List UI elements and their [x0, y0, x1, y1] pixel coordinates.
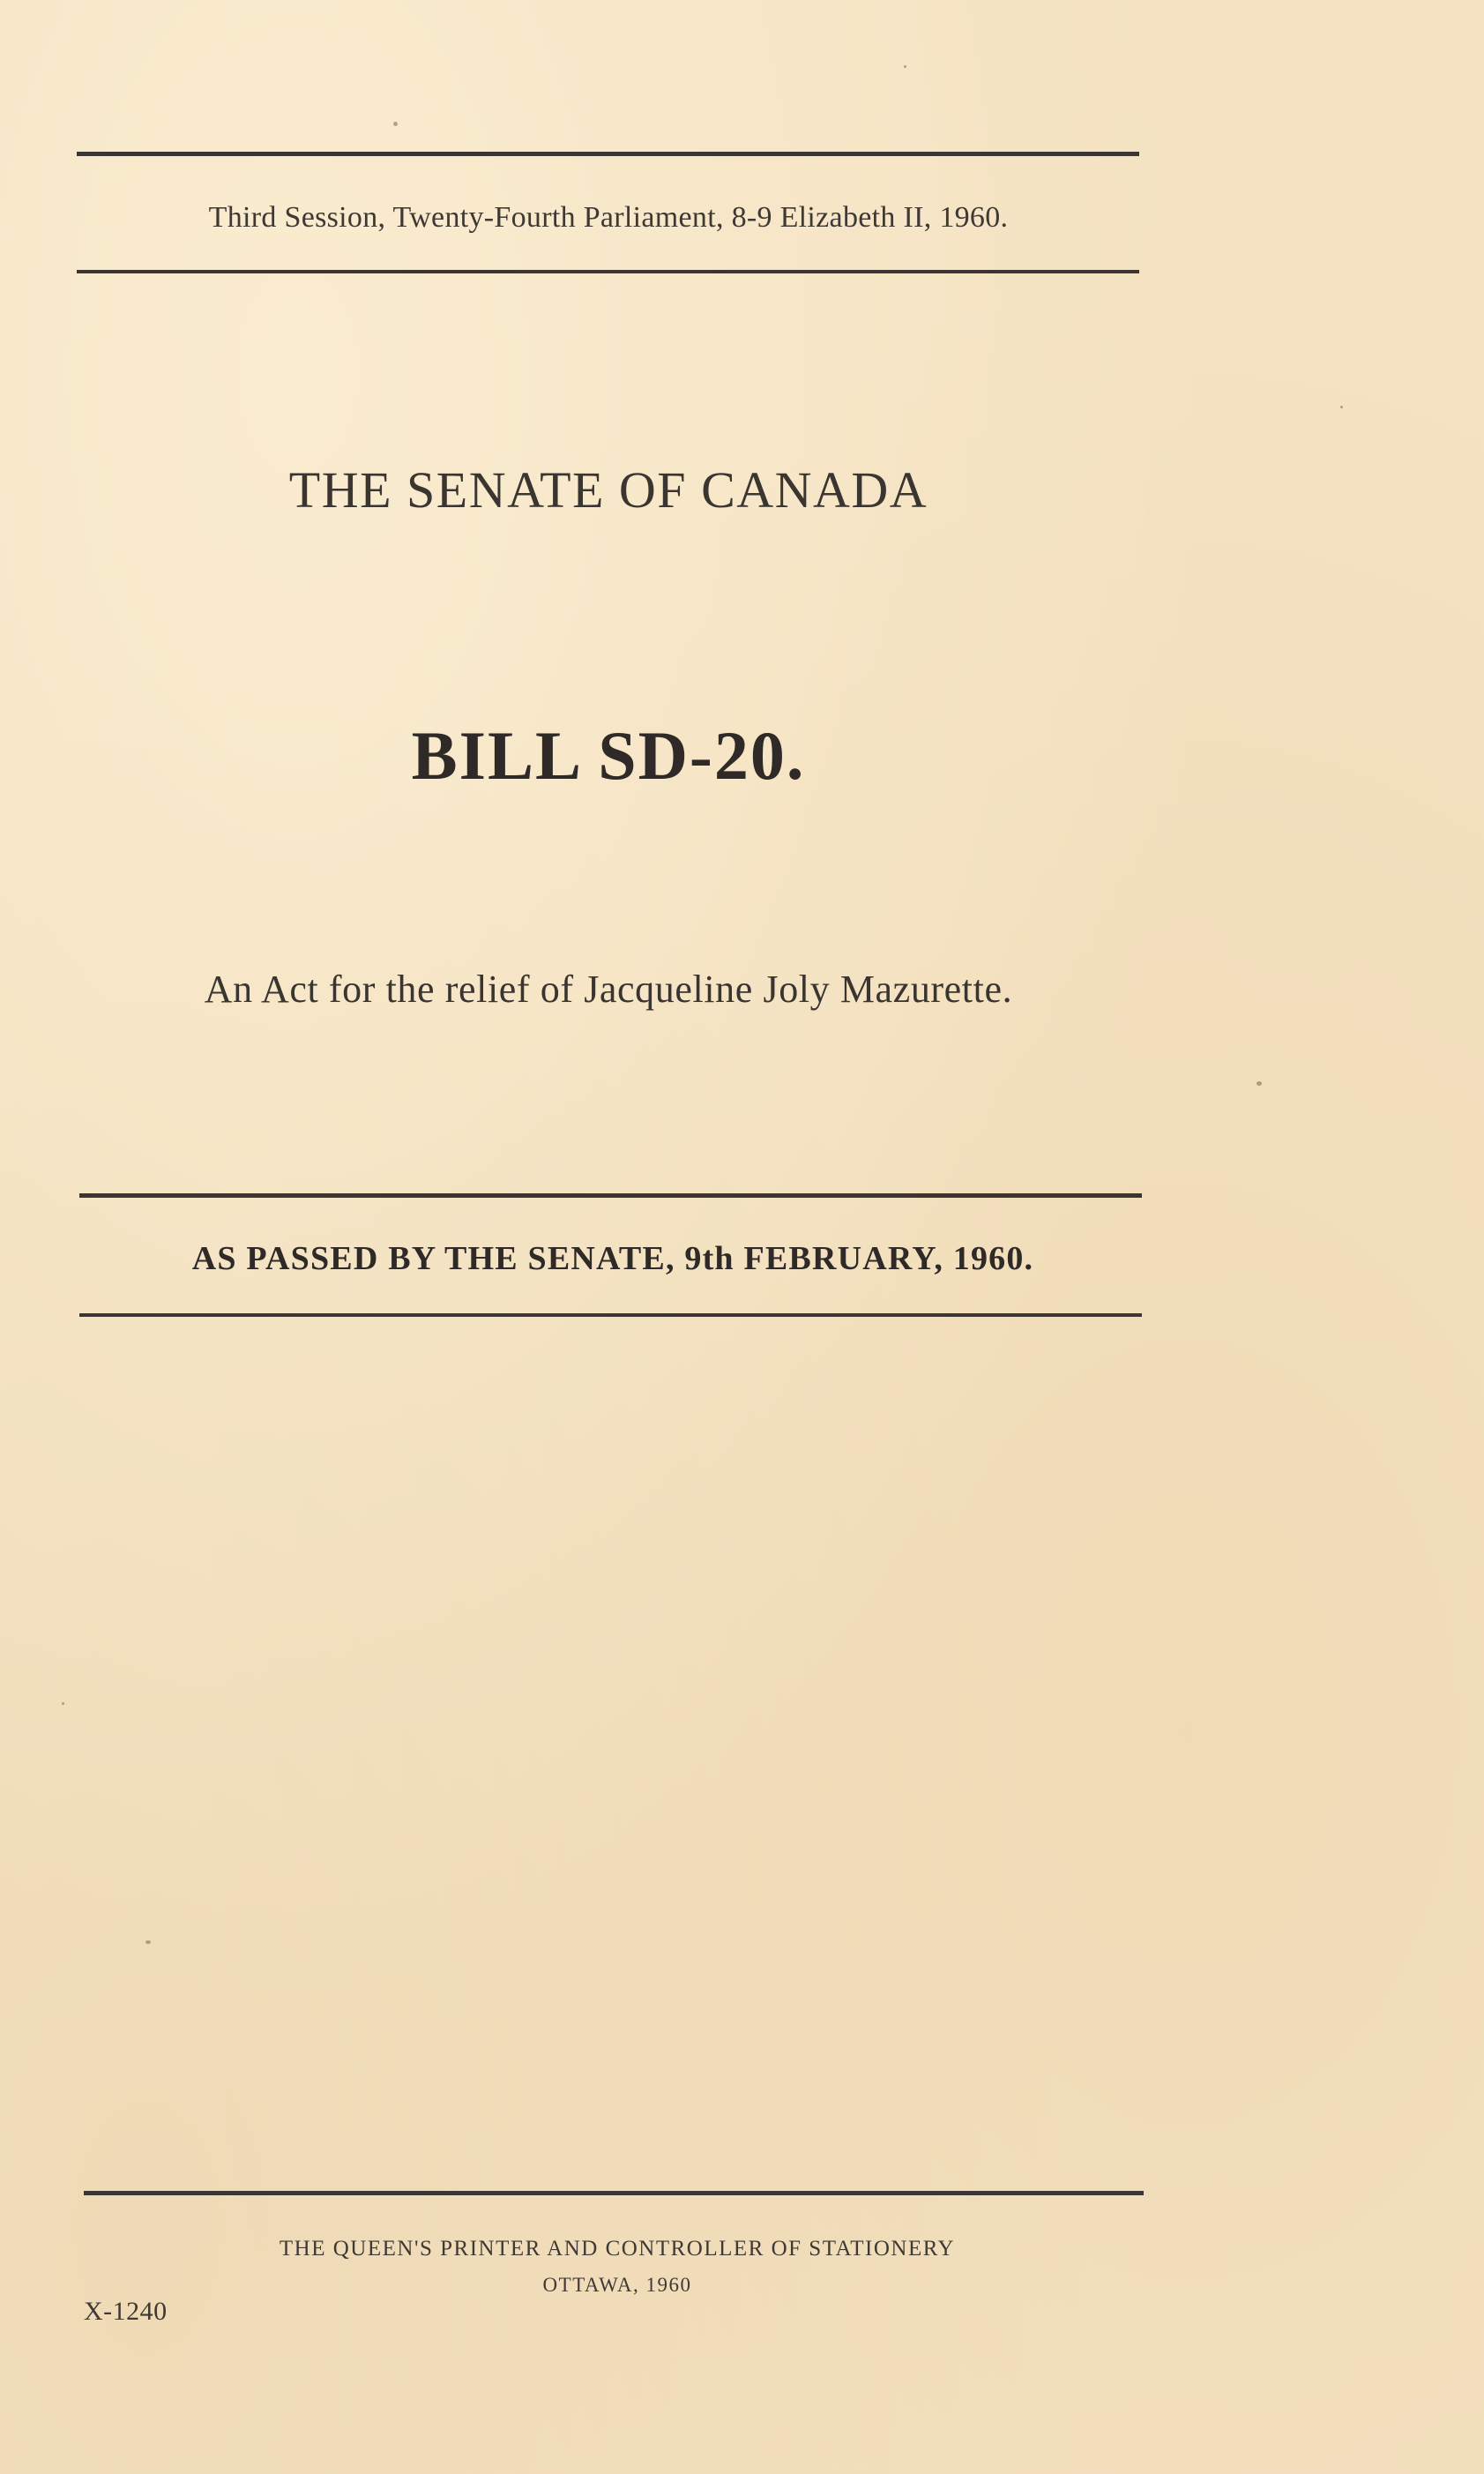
printer-line: THE QUEEN'S PRINTER AND CONTROLLER OF STATIONERY — [279, 2237, 956, 2261]
bill-number-title: BILL SD-20. — [411, 717, 806, 794]
top-rule-lower — [77, 270, 1139, 273]
paper-speck — [62, 1702, 64, 1705]
passed-status-line: AS PASSED BY THE SENATE, 9th FEBRUARY, 1960. — [191, 1240, 1034, 1277]
act-title: An Act for the relief of Jacqueline Joly Mazurette. — [204, 968, 1013, 1011]
status-rule-upper — [79, 1193, 1142, 1198]
paper-speck — [1340, 406, 1343, 408]
status-rule-lower — [79, 1313, 1142, 1317]
city-date-line: OTTAWA, 1960 — [542, 2274, 692, 2296]
top-rule-upper — [77, 152, 1139, 156]
document-code: X-1240 — [84, 2297, 168, 2326]
session-line: Third Session, Twenty-Fourth Parliament, 8-9 Elizabeth II, 1960. — [208, 201, 1009, 234]
paper-speck — [1257, 1081, 1262, 1086]
paper-speck — [904, 65, 906, 68]
paper-speck — [145, 1940, 151, 1944]
footer-rule — [84, 2191, 1144, 2195]
paper-speck — [393, 122, 398, 126]
senate-title: THE SENATE OF CANADA — [288, 461, 928, 519]
